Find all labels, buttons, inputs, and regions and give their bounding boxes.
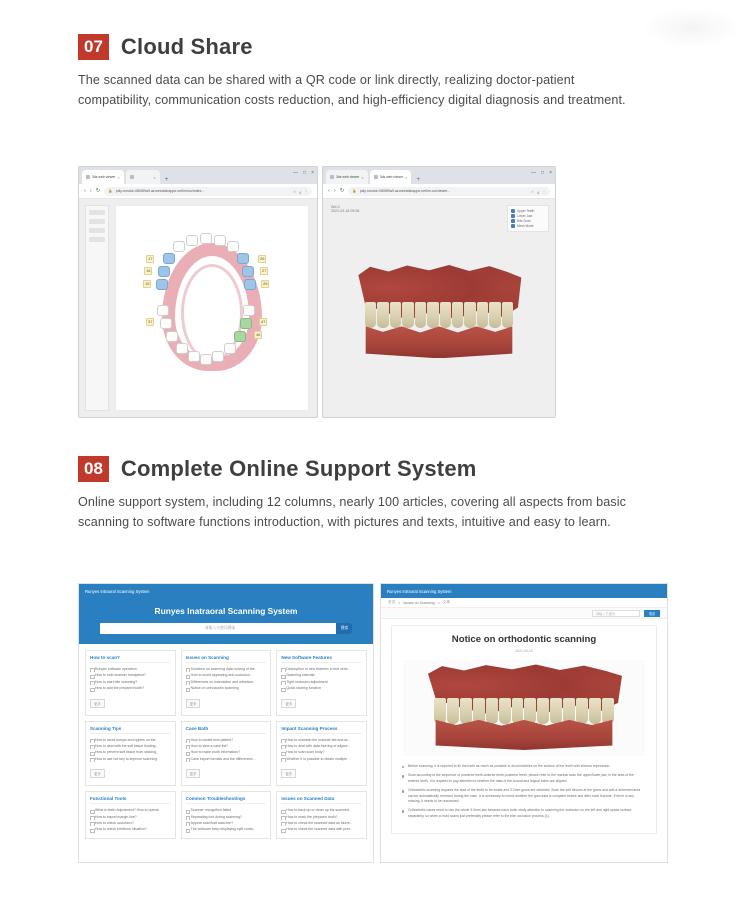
close-icon[interactable]: × — [361, 174, 364, 180]
browser-tab-bar — [79, 167, 317, 184]
more-button[interactable]: 更多 — [90, 769, 105, 778]
scan-3d-model — [424, 664, 624, 752]
tooth-number-tag: 28 — [263, 281, 268, 286]
column-article-list — [90, 807, 171, 833]
browser-window-tooth-chart — [78, 166, 318, 418]
tooth-mesh — [576, 698, 588, 724]
site-search[interactable] — [100, 623, 353, 634]
more-button[interactable]: 更多 — [281, 769, 296, 778]
tooth-highlighted[interactable] — [163, 253, 175, 264]
tooth-mesh — [402, 302, 413, 328]
back-icon[interactable]: ‹ — [328, 188, 330, 194]
case-info — [331, 205, 359, 213]
tooth-highlighted[interactable] — [156, 279, 168, 290]
column-article-list — [186, 737, 267, 763]
column-article-list — [90, 737, 171, 763]
tooth-number-tag: 16 — [146, 268, 151, 273]
column-card — [181, 721, 272, 787]
tooth-number-tag: 46 — [256, 332, 261, 337]
legend-item[interactable] — [511, 209, 545, 213]
back-icon[interactable]: ‹ — [84, 188, 86, 194]
favicon-icon — [374, 175, 378, 179]
list-item[interactable]: How to mark the prepared tooth? — [281, 814, 362, 820]
address-bar-url: jolly-smoke-0806f9a9.azurestaticapps.net/en/us/index... — [115, 189, 205, 193]
article-scan-image — [402, 660, 646, 756]
section-body-text: The scanned data can be shared with a QR code or link directly, realizing doctor-patient compatibility, communication costs reduction, and high-efficiency digital diagnosis and treatment. — [78, 73, 626, 107]
tooth-mesh — [477, 302, 488, 328]
list-item[interactable]: Appear scan/halt data line? — [186, 820, 267, 826]
new-tab-icon[interactable]: + — [416, 177, 420, 183]
column-title[interactable]: Impant Scanning Process — [281, 726, 362, 734]
address-bar-actions — [531, 189, 546, 194]
tooth[interactable] — [166, 331, 178, 342]
support-system-screenshots — [78, 583, 668, 863]
list-item[interactable]: How to check occlusion? — [90, 820, 171, 826]
article-sheet — [391, 625, 657, 834]
legend-label: Mesh Mode — [517, 224, 534, 228]
legend-label: Lower Jaw — [517, 214, 533, 218]
list-item[interactable]: How to maintain the scanner tab and ac.. — [281, 737, 362, 743]
tooth[interactable] — [200, 354, 212, 365]
more-button[interactable]: 更多 — [281, 699, 296, 708]
list-item[interactable]: How to avoid bumps and ripples on the.. — [90, 737, 171, 743]
tooth-mesh — [390, 302, 401, 328]
section-08-heading — [78, 456, 638, 482]
list-item[interactable]: How to back up or clean up the scanned.. — [281, 807, 362, 813]
support-portal-window — [78, 583, 374, 863]
browser-tab-bar — [323, 167, 555, 184]
list-item[interactable]: Runyes software operation — [90, 666, 171, 672]
list-item[interactable]: How to prevent soft tissue from sticking.. — [90, 749, 171, 755]
list-item[interactable]: What is teeth Adjustment? How to operat.. — [90, 807, 171, 813]
address-bar[interactable] — [104, 187, 312, 196]
tooth-number-tag: 47 — [261, 319, 266, 324]
column-card-grid — [79, 644, 373, 845]
favicon-icon — [86, 175, 90, 179]
column-title[interactable]: Issues on Scanned Data — [281, 796, 362, 804]
list-item[interactable]: The software keep displaying split conta.. — [186, 826, 267, 832]
tooth[interactable] — [227, 241, 239, 252]
browser-tab[interactable] — [82, 170, 124, 184]
list-item[interactable]: Differences on indentation and adhesion.. — [186, 679, 267, 685]
viewer-side-panel — [85, 205, 109, 411]
tooth-number-tag: 17 — [148, 256, 153, 261]
section-title: Cloud Share — [120, 34, 253, 59]
legend-swatch — [511, 219, 515, 223]
address-bar[interactable] — [348, 187, 550, 196]
list-item[interactable]: How to start bite scanning? — [90, 679, 171, 685]
more-button[interactable]: 更多 — [186, 769, 201, 778]
search-button[interactable]: 搜索 — [336, 623, 352, 634]
menu-kebab-icon[interactable]: ⋮ — [542, 188, 546, 194]
search-button[interactable]: 搜索 — [644, 610, 660, 617]
bookmark-star-icon[interactable]: ☆ — [530, 188, 535, 194]
tooth[interactable] — [157, 305, 169, 316]
breadcrumb-item-home[interactable]: 首页 — [388, 600, 396, 604]
viewer-canvas-tooth-chart[interactable] — [79, 199, 317, 417]
tooth-mesh — [502, 302, 513, 328]
breadcrumb-item-article: 文章 — [442, 600, 450, 604]
article-paragraph: Orthodontic cases need to use the whole 3.0mm jaw because each tooth study attention to scanning the occlusion on the left and right space surface separately, so when a mold scans just preferably please refer to the bite occlusion process (1). — [402, 808, 646, 819]
window-controls — [293, 170, 314, 176]
tooth[interactable] — [212, 351, 224, 362]
tooth-mesh — [377, 302, 388, 328]
tooth-chart-viewer — [79, 199, 317, 417]
address-bar-actions — [293, 189, 308, 194]
tooth-mesh — [524, 698, 536, 724]
close-window-icon[interactable]: × — [311, 170, 314, 176]
viewer-canvas-3d-scan[interactable] — [323, 199, 555, 417]
legend-label: Bite Scan — [517, 219, 531, 223]
column-article-list — [90, 666, 171, 692]
section-number-badge: 07 — [78, 34, 109, 60]
article-paragraph: Scan according to the sequence of posterior teeth-anterior teeth-posterior teeth, please refer to the manual scan the upper/lower jaw; in the area of the anterior teeth, it is required to pay attention to whether the data of the buccal and lingual sides are aligned. — [402, 773, 646, 784]
list-item[interactable]: How to deal with data blurring of adjace.. — [281, 743, 362, 749]
tooth-mesh — [486, 698, 498, 724]
tooth-mesh — [460, 698, 472, 724]
article-paragraph: Orthodontic scanning requires the lead of the teeth to be inside and 3.0mm gums are obtained. Scan the soft tissues at the gums and add a deformed area can be automatically removed during the scan. It is necessary to check whether the gum data is complete before and after each fracture. If there is any missing, it needs to be rescanned. — [402, 788, 646, 804]
column-card — [276, 721, 367, 787]
tooth-number-tag: 26 — [260, 256, 265, 261]
tooth-mesh — [452, 302, 463, 328]
scan-3d-model[interactable] — [355, 264, 523, 360]
tooth-mesh — [447, 698, 459, 724]
list-item[interactable]: How to hold scanner handpiece? — [90, 672, 171, 678]
breadcrumb-sep: > — [437, 600, 440, 605]
list-item[interactable]: Solutions on scanning data moving of the.. — [186, 666, 267, 672]
column-article-list — [281, 666, 362, 692]
tooth-mesh — [464, 302, 475, 328]
site-top-bar — [381, 584, 667, 598]
tooth-mesh — [489, 302, 500, 328]
column-card — [276, 791, 367, 839]
site-top-title: Runyes Intraoral Scanning System — [85, 588, 150, 594]
article-title: Notice on orthodontic scanning — [451, 634, 597, 645]
tooth[interactable] — [200, 233, 212, 244]
section-title: Complete Online Support System — [120, 456, 477, 481]
column-article-list — [186, 666, 267, 692]
browser-nav-bar — [79, 184, 317, 199]
panel-placeholder-row — [89, 228, 105, 233]
scan-3d-viewer — [323, 199, 555, 417]
article-date: 2021-03-18 — [515, 649, 533, 653]
more-button[interactable]: 更多 — [90, 699, 105, 708]
tooth-highlighted[interactable] — [242, 266, 254, 277]
search-input[interactable]: 请输入关键词 — [592, 610, 640, 617]
address-bar-url: jolly-smoke-0806f9a9.azurestaticapps.net/en-us/viewer... — [359, 189, 451, 193]
tooth[interactable] — [243, 305, 255, 316]
tooth-mesh — [589, 698, 601, 724]
tooth[interactable] — [173, 241, 185, 252]
close-icon[interactable]: × — [405, 174, 408, 180]
list-item[interactable]: Case export formats and the differences .. — [186, 756, 267, 762]
search-input[interactable]: 请输入关键词搜索 — [204, 626, 236, 630]
lock-icon: 🔒 — [352, 189, 357, 193]
minimize-icon[interactable]: — — [293, 170, 299, 176]
breadcrumb-item-column[interactable]: Issues on Scanning — [403, 600, 435, 605]
column-card — [181, 650, 272, 716]
list-item[interactable]: How to scan scan body? — [281, 749, 362, 755]
dental-arch-diagram — [145, 233, 276, 383]
column-title[interactable]: How to scan? — [90, 655, 171, 663]
case-label: Wd-0 — [331, 205, 340, 209]
list-item[interactable]: How to check the scanned data with prev.. — [281, 826, 362, 832]
tooth-number-tag: 27 — [262, 268, 267, 273]
tooth-mesh — [499, 698, 511, 724]
tooth-number-tag: 37 — [148, 319, 153, 324]
column-title[interactable]: New Software Features — [281, 655, 362, 663]
tooth[interactable] — [186, 235, 198, 246]
browser-tab[interactable] — [370, 170, 412, 184]
legend-item[interactable] — [511, 224, 545, 228]
section-07-heading — [78, 34, 638, 60]
list-item[interactable]: How to make tooth information? — [186, 749, 267, 755]
site-top-title: Runyes Intraoral Scanning System — [387, 588, 452, 594]
tooth-number-tag: 15 — [145, 281, 150, 286]
list-item[interactable]: Separating tool during scanning? — [186, 814, 267, 820]
lock-icon: 🔒 — [108, 189, 113, 193]
menu-kebab-icon[interactable]: ⋮ — [304, 188, 308, 194]
tooth-mesh — [550, 698, 562, 724]
window-controls — [531, 170, 552, 176]
list-item[interactable]: Description of new features in trial versi.. — [281, 666, 362, 672]
column-card — [85, 721, 176, 787]
column-title[interactable]: Common Troubleshootings — [186, 796, 267, 804]
article-toolbar — [381, 608, 667, 619]
close-window-icon[interactable]: × — [549, 170, 552, 176]
list-item[interactable]: How to create new patient? — [186, 737, 267, 743]
browser-window-3d-scan — [322, 166, 556, 418]
column-card — [85, 650, 176, 716]
layer-legend[interactable] — [507, 205, 549, 232]
cloud-share-screenshots — [78, 166, 556, 418]
tooth-mesh — [365, 302, 376, 328]
tab-label: 3ds web viewer — [336, 175, 360, 179]
list-item[interactable]: How to use hot key to improve scanning.. — [90, 756, 171, 762]
tooth-highlighted[interactable] — [234, 331, 246, 342]
legend-item[interactable] — [511, 214, 545, 218]
article-body — [402, 764, 646, 819]
section-07 — [78, 34, 638, 110]
maximize-icon[interactable]: □ — [541, 170, 545, 176]
more-button[interactable]: 更多 — [186, 699, 201, 708]
browser-tab[interactable] — [126, 170, 160, 184]
column-card — [85, 791, 176, 839]
section-08 — [78, 456, 638, 532]
tooth-mesh — [512, 698, 524, 724]
panel-placeholder-row — [89, 210, 105, 215]
column-title[interactable]: Scanning Tips — [90, 726, 171, 734]
tooth-mesh — [427, 302, 438, 328]
column-title[interactable]: Functional Tools — [90, 796, 171, 804]
download-icon[interactable]: ⤓ — [299, 188, 301, 194]
case-date: 2021-03-18 09:36 — [331, 209, 360, 213]
tooth-highlighted[interactable] — [244, 279, 256, 290]
browser-tab[interactable] — [326, 170, 368, 184]
reload-icon[interactable]: ↻ — [95, 188, 101, 194]
tooth-highlighted[interactable] — [158, 266, 170, 277]
browser-nav-bar — [323, 184, 555, 199]
legend-swatch — [511, 224, 515, 228]
list-item[interactable]: How to avoid appearing anti-occlusion.. — [186, 672, 267, 678]
list-item[interactable]: How to add the prepared tooth? — [90, 685, 171, 691]
tooth-mesh — [537, 698, 549, 724]
list-item[interactable]: Quick sharing function — [281, 685, 362, 691]
section-number-badge: 08 — [78, 456, 109, 482]
tab-label: 3ds web viewer — [92, 175, 116, 179]
download-icon[interactable]: ⤓ — [537, 188, 539, 194]
site-top-bar — [79, 584, 373, 598]
tooth[interactable] — [160, 318, 172, 329]
tooth-chart-stage[interactable] — [115, 205, 309, 411]
list-item[interactable]: Scanner recognition failed — [186, 807, 267, 813]
bookmark-star-icon[interactable]: ☆ — [292, 188, 297, 194]
list-item[interactable]: How to check the scanned data as blurre.. — [281, 820, 362, 826]
tooth[interactable] — [224, 343, 236, 354]
close-icon[interactable]: × — [153, 174, 156, 180]
list-item[interactable]: How to check evidence situation? — [90, 826, 171, 832]
new-tab-icon[interactable]: + — [164, 177, 169, 183]
decorative-watermark — [644, 8, 740, 48]
article-page-window — [380, 583, 668, 863]
article-paragraph: Before scanning, it is required to fix the tooth as much as possible to avoid bubbles on the surface of the teeth with silicone impression. — [402, 764, 646, 769]
tooth-mesh — [440, 302, 451, 328]
list-item[interactable]: Tight occlusion adjustment — [281, 679, 362, 685]
column-title[interactable]: Case Bath — [186, 726, 267, 734]
close-icon[interactable]: × — [117, 174, 120, 180]
column-article-list — [281, 807, 362, 833]
legend-swatch — [511, 209, 515, 213]
breadcrumb — [381, 598, 667, 608]
tab-label: 3ds web viewer — [379, 175, 404, 179]
legend-item[interactable] — [511, 219, 545, 223]
list-item[interactable]: Scanning intervals — [281, 672, 362, 678]
tooth-highlighted[interactable] — [240, 318, 252, 329]
site-hero — [79, 598, 373, 644]
legend-label: Upper Teeth — [517, 209, 535, 213]
list-item[interactable]: How to deal with the soft tissue floating.. — [90, 743, 171, 749]
section-body-text: Online support system, including 12 columns, nearly 100 articles, covering all aspects from basic scanning to software functions introduction, with pictures and texts, intuitive and easy to learn. — [78, 495, 626, 529]
tooth-mesh — [415, 302, 426, 328]
favicon-icon — [130, 175, 134, 179]
breadcrumb-sep: > — [398, 600, 401, 605]
reload-icon[interactable]: ↻ — [339, 188, 345, 194]
column-card — [276, 650, 367, 716]
column-article-list — [186, 807, 267, 833]
column-card — [181, 791, 272, 839]
forward-icon[interactable]: › — [89, 188, 92, 194]
panel-placeholder-row — [89, 219, 105, 224]
column-article-list — [281, 737, 362, 763]
tooth-highlighted[interactable] — [237, 253, 249, 264]
list-item[interactable]: How to import margin line? — [90, 814, 171, 820]
maximize-icon[interactable]: □ — [303, 170, 307, 176]
list-item[interactable]: How to view a case list? — [186, 743, 267, 749]
tooth[interactable] — [176, 343, 188, 354]
column-title[interactable]: Issues on Scanning — [186, 655, 267, 663]
minimize-icon[interactable]: — — [531, 170, 537, 176]
forward-icon[interactable]: › — [333, 188, 336, 194]
tooth[interactable] — [214, 235, 226, 246]
favicon-icon — [330, 175, 334, 179]
legend-swatch — [511, 214, 515, 218]
list-item[interactable]: Whether it is possible to obtain multiple .. — [281, 756, 362, 762]
tooth[interactable] — [188, 351, 200, 362]
site-hero-title: Runyes Inatraoral Scanning System — [154, 606, 298, 616]
list-item[interactable]: Notice on orthodontic scanning — [186, 685, 267, 691]
panel-placeholder-row — [89, 237, 105, 242]
